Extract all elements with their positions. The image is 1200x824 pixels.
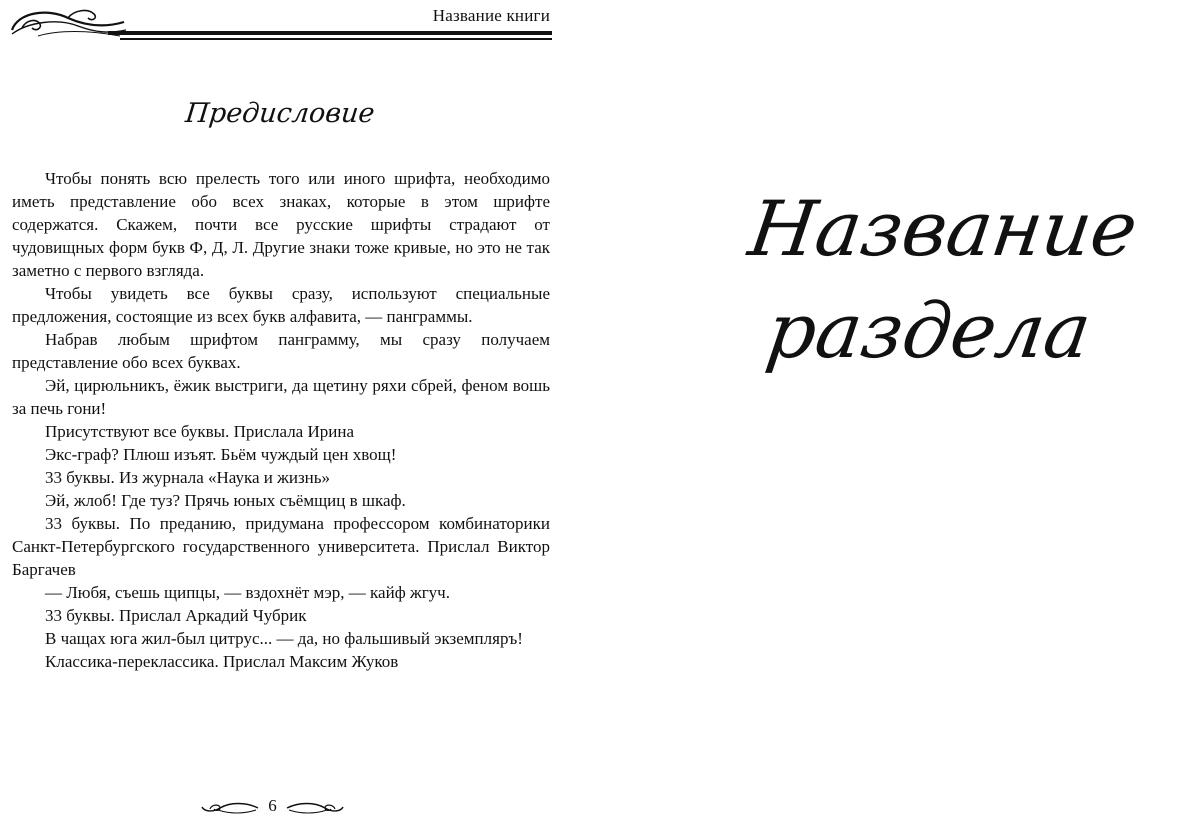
paragraph: Чтобы понять всю прелесть того или иного шрифта, необходимо иметь представление обо всех знаках, которые в этом шрифте содержатся. Скажем, почти все русские шрифты страдают от чудовищных форм букв Ф, Д, Л. Другие знаки тоже кривые, но это не так заметно с первого взгляда. <box>12 169 550 280</box>
left-page <box>0 0 560 824</box>
paragraph: Экс-граф? Плюш изъят. Бьём чуждый цен хвощ! <box>45 445 397 464</box>
body-text <box>12 167 550 673</box>
paragraph: 33 буквы. Прислал Аркадий Чубрик <box>45 606 307 625</box>
running-header <box>0 0 552 44</box>
paragraph: Присутствуют все буквы. Прислала Ирина <box>45 422 354 441</box>
footer-flourish-right-icon <box>285 801 345 815</box>
paragraph: Набрав любым шрифтом панграмму, мы сразу получаем представление обо всех буквах. <box>12 330 550 372</box>
paragraph: 33 буквы. Из журнала «Наука и жизнь» <box>45 468 331 487</box>
paragraph: Эй, цирюльникъ, ёжик выстриги, да щетину ряхи сбрей, феном вошь за печь гони! <box>12 376 550 418</box>
section-heading: Предисловие <box>183 98 377 129</box>
chapter-title-line-2: раздела <box>761 286 1097 375</box>
page-number: 6 <box>268 796 277 815</box>
chapter-title <box>586 178 1200 382</box>
header-rule-thick <box>108 31 552 35</box>
paragraph: — Любя, съешь щипцы, — вздохнёт мэр, — кайф жгуч. <box>45 583 450 602</box>
header-rule-thin <box>120 38 552 40</box>
paragraph: В чащах юга жил-был цитрус... — да, но фальшивый экземпляръ! <box>45 629 523 648</box>
paragraph: Чтобы увидеть все буквы сразу, используют специальные предложения, состоящие из всех букв алфавита, — панграммы. <box>12 284 550 326</box>
paragraph: Эй, жлоб! Где туз? Прячь юных съёмщиц в шкаф. <box>45 491 406 510</box>
chapter-title-line-1: Название <box>743 184 1143 273</box>
paragraph: 33 буквы. По преданию, придумана профессором комбинаторики Санкт-Петербургского государственного университета. Прислал Виктор Баргачев <box>12 514 550 579</box>
paragraph: Классика-переклассика. Прислал Максим Жуков <box>45 652 399 671</box>
page-footer <box>200 795 345 821</box>
book-title: Название книги <box>432 6 550 25</box>
right-page <box>600 0 1200 824</box>
